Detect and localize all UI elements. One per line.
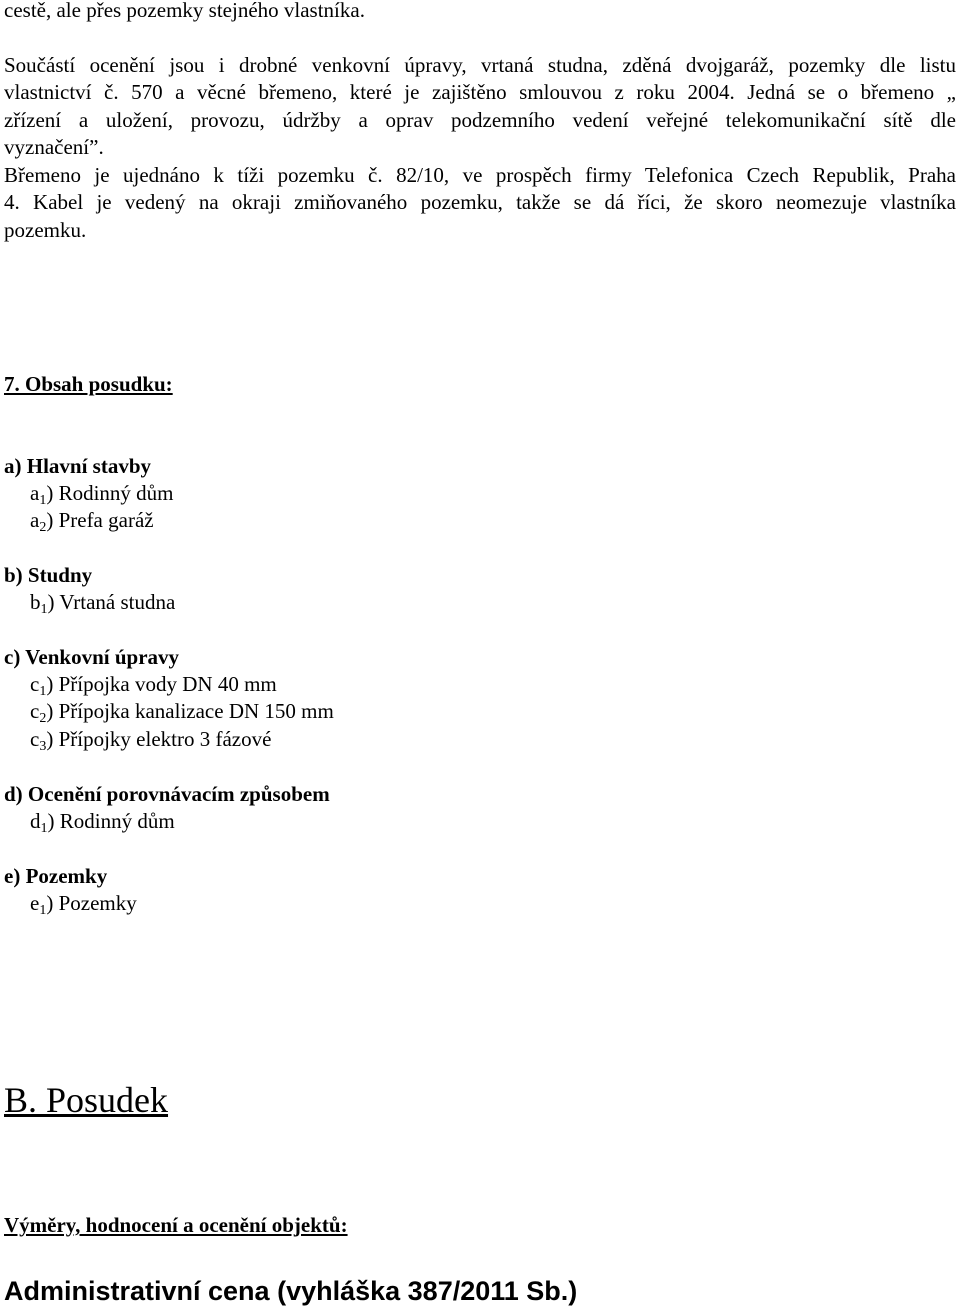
- list-item: [30, 807, 175, 835]
- item-letter: e: [30, 891, 40, 915]
- item-text: ) Rodinný dům: [46, 481, 174, 505]
- intro-line: vlastnictví č. 570 a věcné břemeno, které je zajištěno smlouvou z roku 2004. Jedná se o břemeno „: [4, 80, 956, 104]
- item-text: ) Rodinný dům: [47, 809, 175, 833]
- intro-line: Součástí ocenění jsou i drobné venkovní úpravy, vrtaná studna, zděná dvojgaráž, pozemky dle listu: [4, 53, 956, 77]
- list-item: [30, 588, 175, 616]
- list-item: [30, 725, 271, 753]
- item-letter: c: [30, 727, 40, 751]
- item-subscript: 1: [39, 493, 47, 508]
- group-heading-a: a) Hlavní stavby: [4, 454, 152, 478]
- item-subscript: 1: [39, 684, 47, 699]
- item-text: ) Prefa garáž: [46, 508, 154, 532]
- group-heading-e: e) Pozemky: [4, 864, 108, 888]
- item-letter: c: [30, 699, 40, 723]
- list-item: [30, 889, 137, 917]
- intro-line: pozemku.: [4, 218, 87, 242]
- intro-line: zřízení a uložení, provozu, údržby a oprav podzemního vedení veřejné telekomunikační sítě dle: [4, 108, 956, 132]
- item-text: ) Přípojky elektro 3 fázové: [46, 727, 272, 751]
- intro-line: cestě, ale přes pozemky stejného vlastníka.: [4, 0, 365, 22]
- list-item: [30, 506, 154, 534]
- administrative-price-heading: Administrativní cena (vyhláška 387/2011 Sb.): [4, 1276, 578, 1306]
- item-subscript: 1: [40, 602, 48, 617]
- item-subscript: 2: [39, 711, 47, 726]
- list-item: [30, 479, 174, 507]
- intro-line: 4. Kabel je vedený na okraji zmiňovaného pozemku, takže se dá říci, že skoro neomezuje vlastníka: [4, 190, 956, 214]
- group-heading-c: c) Venkovní úpravy: [4, 645, 180, 669]
- section-7-heading: 7. Obsah posudku:: [4, 372, 173, 396]
- item-subscript: 1: [40, 821, 48, 836]
- item-text: ) Přípojka vody DN 40 mm: [46, 672, 277, 696]
- group-heading-d: d) Ocenění porovnávacím způsobem: [4, 782, 330, 806]
- posudek-heading: B. Posudek: [4, 1080, 169, 1120]
- item-text: ) Vrtaná studna: [47, 590, 176, 614]
- intro-line: Břemeno je ujednáno k tíži pozemku č. 82/10, ve prospěch firmy Telefonica Czech Republik, Praha: [4, 163, 956, 187]
- item-subscript: 1: [39, 903, 47, 918]
- list-item: [30, 670, 277, 698]
- group-heading-b: b) Studny: [4, 563, 93, 587]
- item-subscript: 2: [39, 520, 47, 535]
- item-text: ) Pozemky: [46, 891, 137, 915]
- item-letter: a: [30, 481, 40, 505]
- item-letter: c: [30, 672, 40, 696]
- item-letter: d: [30, 809, 41, 833]
- item-letter: b: [30, 590, 41, 614]
- list-item: [30, 697, 334, 725]
- item-text: ) Přípojka kanalizace DN 150 mm: [46, 699, 334, 723]
- item-subscript: 3: [39, 739, 47, 754]
- item-letter: a: [30, 508, 40, 532]
- posudek-subheading: Výměry, hodnocení a ocenění objektů:: [4, 1213, 348, 1237]
- intro-line: vyznačení”.: [4, 135, 104, 159]
